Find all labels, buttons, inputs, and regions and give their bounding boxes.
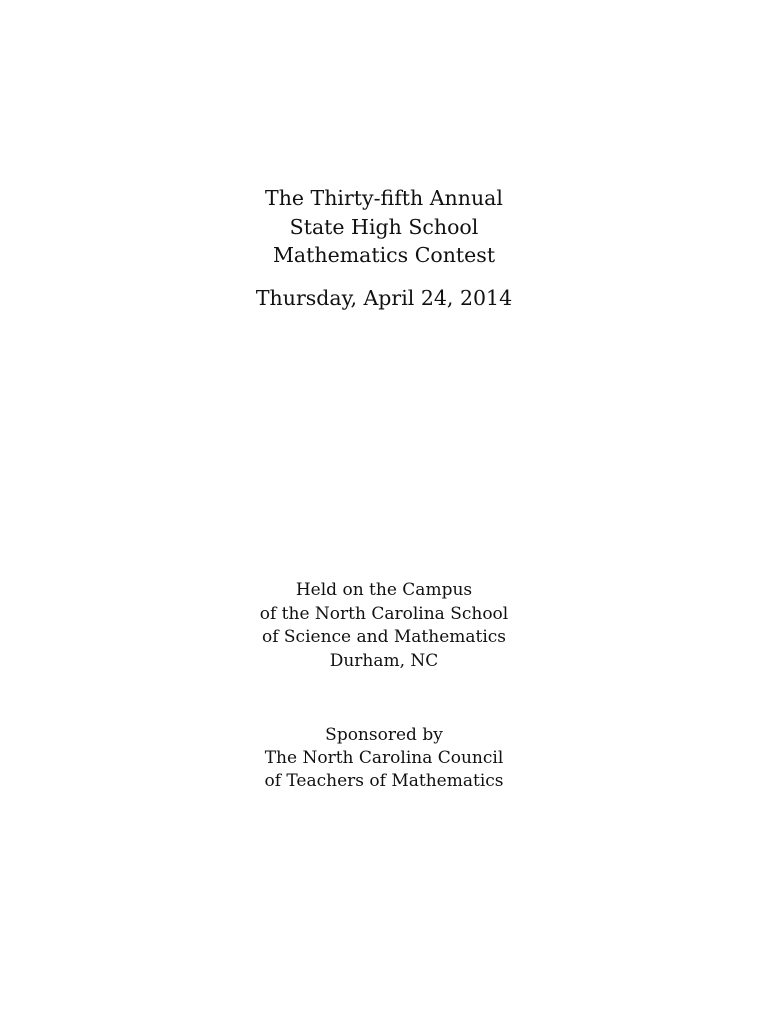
sponsor-line: Sponsored by xyxy=(325,725,443,745)
title-line: The Thirty-fifth Annual xyxy=(265,186,503,210)
location-line: Held on the Campus xyxy=(295,580,473,600)
sponsor-line: of Teachers of Mathematics xyxy=(264,771,504,791)
title-line: Mathematics Contest xyxy=(272,243,496,267)
date-line: Thursday, April 24, 2014 xyxy=(255,286,513,310)
location-line: of Science and Mathematics xyxy=(261,627,507,647)
location-line: Durham, NC xyxy=(329,650,439,671)
location-block xyxy=(0,579,768,673)
title-line: State High School xyxy=(289,214,479,239)
contest-date xyxy=(0,284,768,312)
location-line: of the North Carolina School xyxy=(259,603,509,624)
sponsor-line: The North Carolina Council xyxy=(264,748,504,768)
sponsor-block xyxy=(0,724,768,793)
contest-title xyxy=(0,184,768,270)
